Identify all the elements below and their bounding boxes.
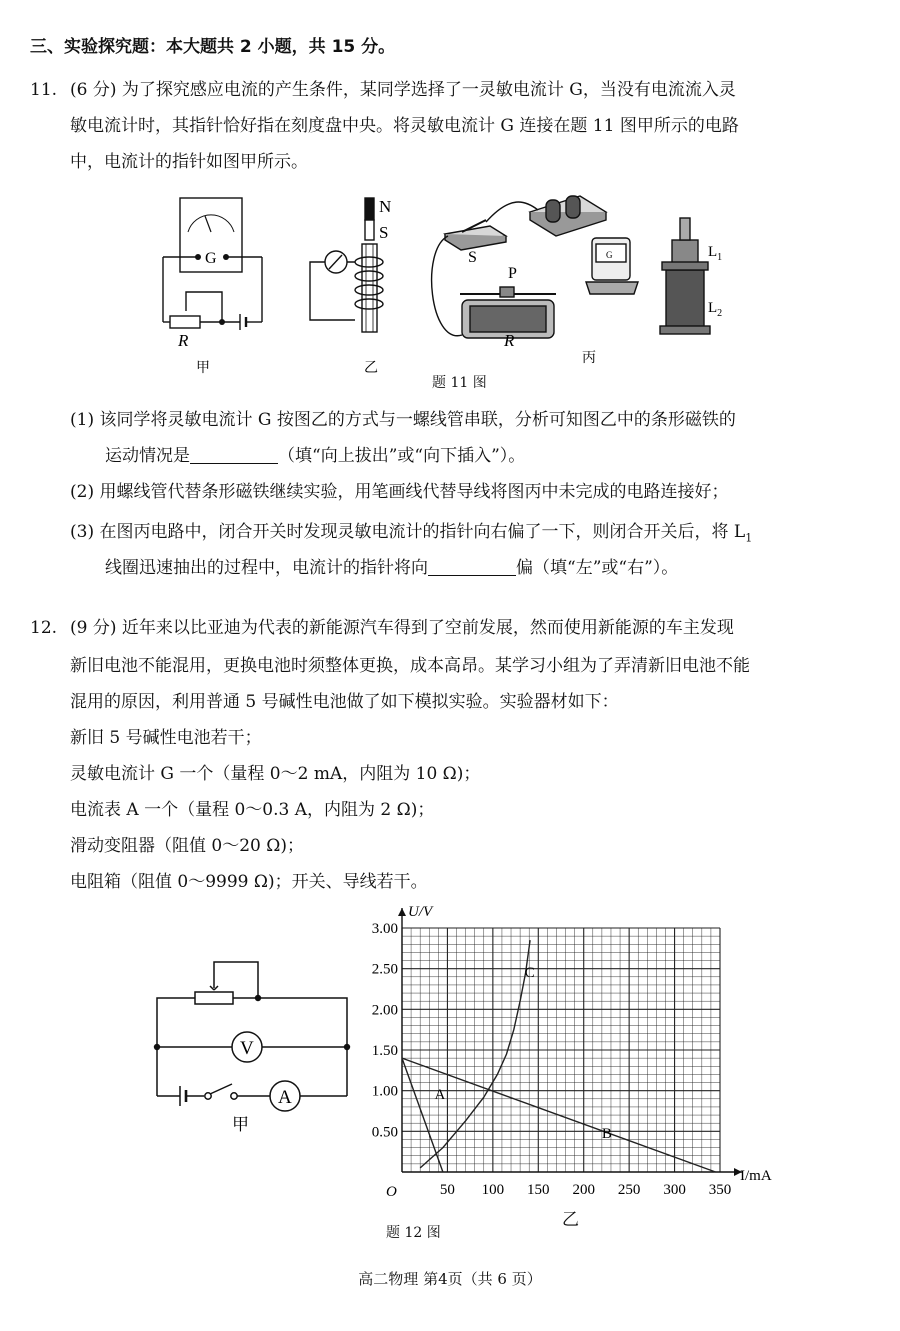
x-tick-label: 50 (439, 1182, 455, 1198)
q11-line-3: 中，电流计的指针如图甲所示。 (70, 152, 308, 172)
x-tick-label: 250 (617, 1182, 641, 1198)
magnet-S-label: S (379, 223, 389, 242)
series-B-label: B (601, 1125, 612, 1142)
answer-blank-2[interactable] (428, 557, 516, 576)
q12-material-1: 新旧 5 号碱性电池若干； (70, 728, 262, 748)
x-tick-label: 150 (527, 1182, 550, 1198)
q11-sub3-line-a: (3) 在图丙电路中，闭合开关时发现灵敏电流计的指针向右偏了一下，则闭合开关后，将 $L_1$ (70, 522, 753, 545)
q11-sub1-line-a: (1) 该同学将灵敏电流计 G 按图乙的方式与一螺线管串联，分析可知图乙中的条形磁铁的 (70, 410, 736, 430)
y-tick-label: 3.00 (371, 921, 398, 937)
q11-sub2: (2) 用螺线管代替条形磁铁继续实验，用笔画线代替导线将图丙中未完成的电路连接好； (70, 482, 729, 502)
y-tick-label: 1.50 (371, 1043, 398, 1059)
rheostat-label-R: R (504, 331, 515, 350)
q12-material-2: 灵敏电流计 G 一个（量程 0～2 mA，内阻为 10 Ω)； (70, 764, 481, 784)
graph-yi-label: 乙 (562, 1210, 579, 1230)
q11-line-1: (6 分) 为了探究感应电流的产生条件，某同学选择了一灵敏电流计 G，当没有电流流入灵 (70, 80, 736, 100)
ui-chart (360, 900, 780, 1200)
y-tick-label: 2.50 (371, 961, 398, 978)
q12-line-3: 混用的原因，利用普通 5 号碱性电池做了如下模拟实验。实验器材如下： (70, 692, 619, 712)
series-C-line (420, 940, 530, 1168)
figure-11-yi (310, 198, 383, 332)
origin-label: O (386, 1184, 397, 1200)
series-A-label: A (434, 1086, 446, 1103)
q12-material-3: 电流表 A 一个（量程 0～0.3 A，内阻为 2 Ω)； (70, 800, 435, 820)
q11-line-2: 敏电流计时，其指针恰好指在刻度盘中央。将灵敏电流计 G 连接在题 11 图甲所示的电路 (70, 116, 739, 136)
slider-label-P: P (508, 265, 517, 282)
figure-yi-label: 乙 (364, 361, 378, 376)
x-tick-label: 100 (481, 1182, 505, 1198)
y-tick-label: 0.50 (371, 1124, 398, 1141)
q11-sub3-line-b: 线圈迅速抽出的过程中，电流计的指针将向 偏（填“左”或“右”）。 (105, 558, 679, 578)
y-tick-label: 1.00 (371, 1083, 398, 1100)
voltmeter-label: V (240, 1038, 254, 1059)
figure-jia-label: 甲 (196, 361, 210, 376)
figure-11 (0, 188, 900, 398)
chart-series (402, 940, 716, 1172)
q12-line-1: (9 分) 近年来以比亚迪为代表的新能源汽车得到了空前发展，然而使用新能源的车主发现 (70, 618, 734, 638)
chart-grid (402, 928, 720, 1172)
coil-L2-label: $L_2$ (708, 300, 723, 319)
galvanometer-label: G (205, 250, 217, 267)
ammeter-label: A (278, 1087, 292, 1108)
resistor-label-R: R (178, 331, 189, 350)
q12-line-2: 新旧电池不能混用，更换电池时须整体更换，成本高昂。某学习小组为了弄清新旧电池不能 (70, 656, 750, 676)
x-tick-label: 200 (572, 1182, 595, 1198)
y-axis-label: U/V (408, 904, 433, 920)
x-axis-label: I/mA (740, 1168, 772, 1184)
y-tick-label: 2.00 (371, 1002, 398, 1019)
q11-sub1-line-b: 运动情况是 （填“向上拔出”或“向下插入”）。 (105, 446, 526, 466)
answer-blank-1[interactable] (190, 445, 278, 464)
q12-number: 12. (30, 618, 58, 638)
figure-11-caption: 题 11 图 (432, 375, 487, 391)
q12-material-4: 滑动变阻器（阻值 0～20 Ω)； (70, 836, 304, 856)
figure-bing-label: 丙 (582, 351, 596, 366)
figure-12-caption: 题 12 图 (386, 1225, 441, 1241)
x-tick-label: 350 (708, 1182, 732, 1198)
figure-12-circuit (140, 950, 370, 1140)
figure-11-bing (432, 196, 710, 338)
section-title: 三、实验探究题：本大题共 2 小题，共 15 分。 (30, 37, 396, 57)
series-C-label: C (524, 964, 535, 981)
coil-L1-label: $L_1$ (708, 244, 723, 263)
y-axis-arrow (398, 908, 406, 916)
switch-label-S: S (468, 249, 477, 266)
magnet-N-label: N (379, 197, 392, 216)
circuit-jia-label: 甲 (232, 1115, 249, 1134)
q11-number: 11. (30, 80, 58, 100)
page-footer: 高二物理 第4页（共 6 页） (358, 1270, 542, 1288)
x-tick-label: 300 (663, 1182, 686, 1198)
meter-label-G: G (606, 250, 613, 260)
q12-material-5: 电阻箱（阻值 0～9999 Ω)；开关、导线若干。 (70, 872, 428, 892)
